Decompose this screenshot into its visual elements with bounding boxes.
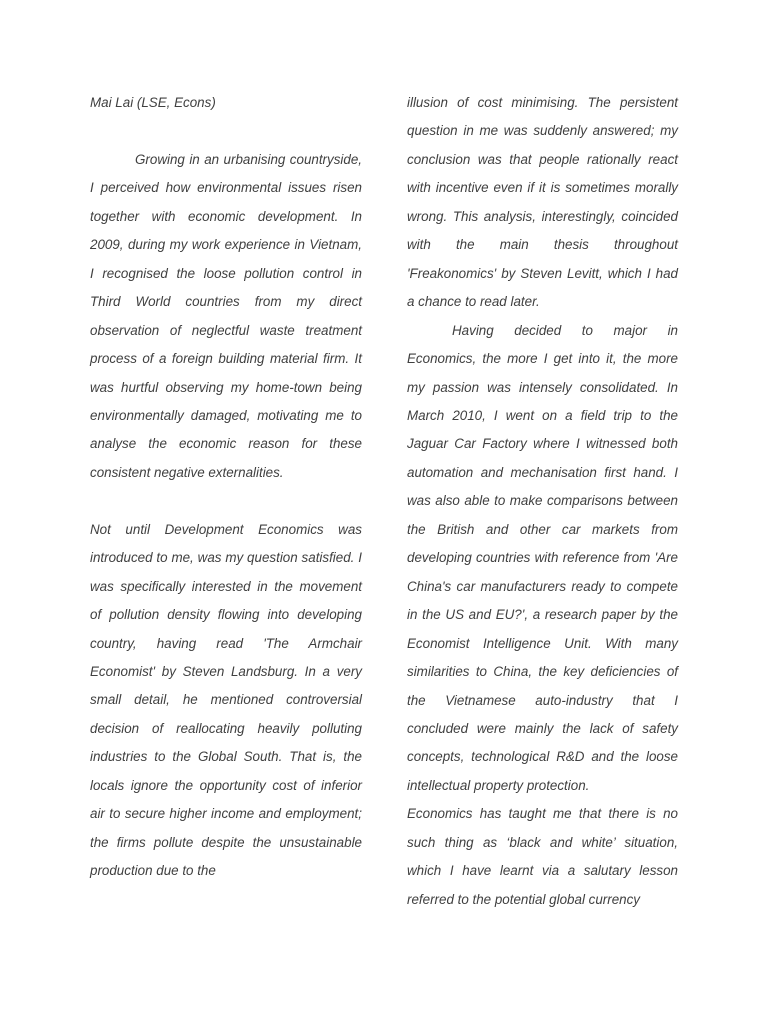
left-column (90, 89, 362, 886)
right-paragraph-2: Having decided to major in Economics, the more I get into it, the more my passion was intensely consolidated. In March 2010, I went on a field trip to the Jaguar Car Factory where I witnessed both automation and mechanisation first hand. I was also able to make comparisons between the British and other car markets from developing countries with reference from 'Are China's car manufacturers ready to compete in the US and EU?', a research paper by the Economist Intelligence Unit. With many similarities to China, the key deficiencies of the Vietnamese auto-industry that I concluded were mainly the lack of safety concepts, technological R&D and the loose intellectual property protection. (407, 322, 678, 793)
right-paragraph-3: Economics has taught me that there is no such thing as ‘black and white’ situation, which I have learnt via a salutary lesson referred to the potential global currency (407, 806, 678, 907)
author-line: Mai Lai (LSE, Econs) (90, 95, 216, 110)
left-paragraph-1: Growing in an urbanising countryside, I perceived how environmental issues risen together with economic development. In 2009, during my work experience in Vietnam, I recognised the loose pollution control in Third World countries from my direct observation of neglectful waste treatment process of a foreign building material firm. It was hurtful observing my home-town being environmentally damaged, motivating me to analyse the economic reason for these consistent negative externalities. (90, 151, 362, 480)
right-paragraph-1: illusion of cost minimising. The persistent question in me was suddenly answered; my conclusion was that people rationally react with incentive even if it is sometimes morally wrong. This analysis, interestingly, coincided with the main thesis throughout 'Freakonomics' by Steven Levitt, which I had a chance to read later. (407, 95, 678, 310)
paragraph-spacer (90, 487, 362, 515)
left-paragraph-2: Not until Development Economics was introduced to me, was my question satisfied. I was specifically interested in the movement of pollution density flowing into developing country, having read 'The Armchair Economist' by Steven Landsburg. In a very small detail, he mentioned controversial decision of reallocating heavily polluting industries to the Global South. That is, the locals ignore the opportunity cost of inferior air to secure higher income and employment; the firms pollute despite the unsustainable production due to the (90, 521, 362, 879)
paragraph-spacer (90, 117, 362, 145)
right-column (407, 89, 678, 914)
